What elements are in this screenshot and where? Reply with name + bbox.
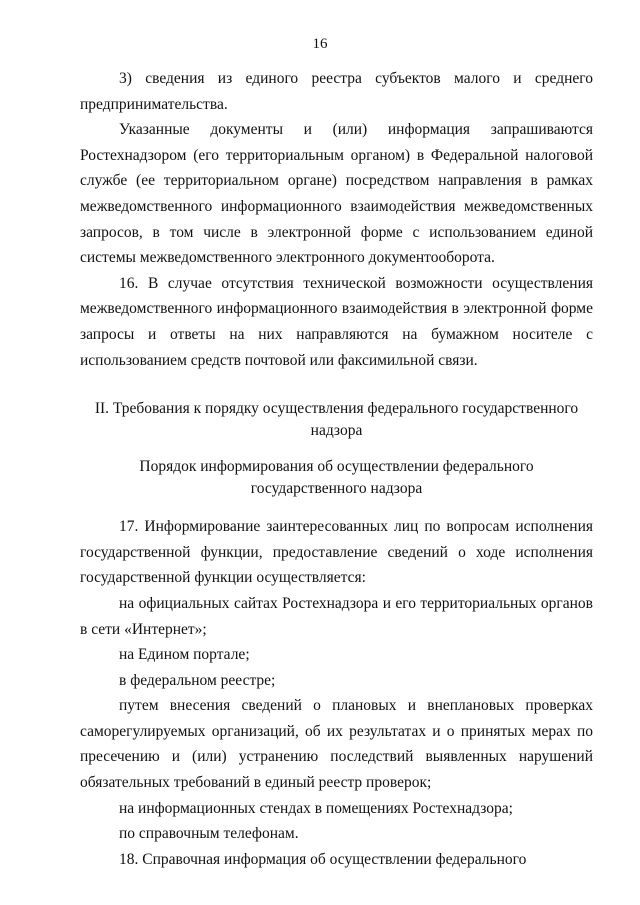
paragraph: на информационных стендах в помещениях Ростехнадзора; (119, 799, 513, 817)
section-heading: II. Требования к порядку осуществления федерального государственного надзора (94, 400, 579, 440)
spacer (80, 373, 593, 398)
subsection-heading: Порядок информирования об осуществлении федерального государственного надзора (139, 458, 534, 498)
spacer (80, 500, 593, 514)
spacer (80, 442, 593, 456)
paragraph: 18. Справочная информация об осуществлении федерального (119, 850, 527, 868)
paragraph: в федеральном реестре; (119, 671, 276, 689)
document-body (80, 66, 593, 872)
paragraph: на Едином портале; (119, 646, 250, 664)
paragraph: Указанные документы и (или) информация запрашиваются Ростехнадзором (его территориальным органом) в Федеральной налоговой службе (ее территориальном органе) посредством направления в рамках межведомственного информационного взаимодействия межведомственных запросов, в том числе в электронной форме с использованием единой системы межведомственного электронного документооборота. (80, 121, 593, 267)
subsection-heading-block (80, 456, 593, 500)
paragraph: путем внесения сведений о плановых и внеплановых проверках саморегулируемых организаций, об их результатах и о принятых мерах по пресечению и (или) устранению последствий выявленных нарушений обязательных требований в единый реестр проверок; (80, 697, 593, 792)
page-number: 16 (312, 36, 328, 52)
section-heading-block (80, 398, 593, 442)
paragraph: 16. В случае отсутствия технической возможности осуществления межведомственного информационного взаимодействия в электронной форме запросы и ответы на них направляются на бумажном носителе с использованием средств почтовой или факсимильной связи. (80, 274, 593, 369)
paragraph: на официальных сайтах Ростехнадзора и его территориальных органов в сети «Интернет»; (80, 594, 593, 638)
paragraph: 17. Информирование заинтересованных лиц по вопросам исполнения государственной функции, предоставление сведений о ходе исполнения государственной функции осуществляется: (80, 518, 593, 587)
paragraph: 3) сведения из единого реестра субъектов малого и среднего предпринимательства. (80, 70, 593, 113)
paragraph: по справочным телефонам. (119, 825, 299, 843)
